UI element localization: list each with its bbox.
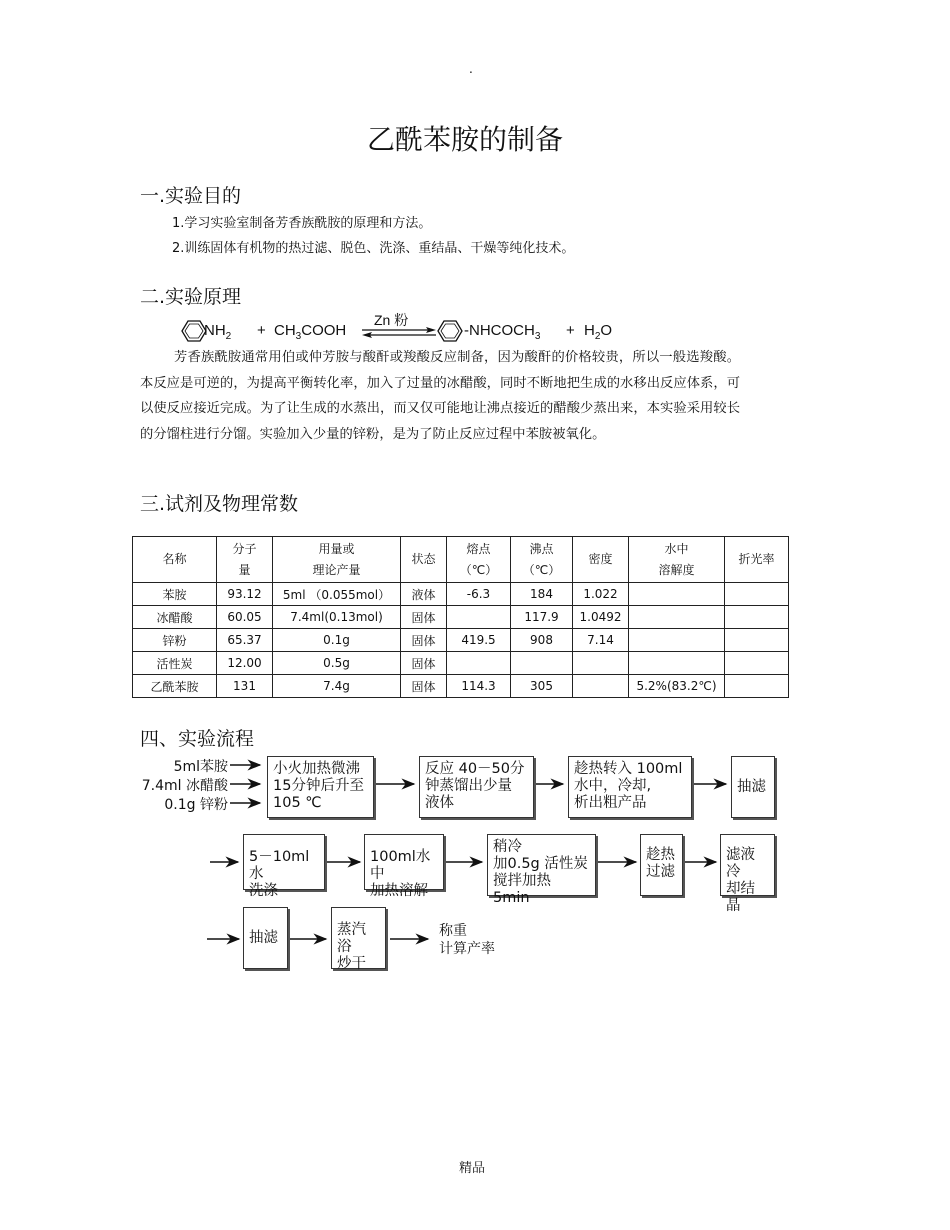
plus-sign: +: [257, 322, 266, 339]
purpose-item-1: 1.学习实验室制备芳香族酰胺的原理和方法。: [172, 216, 432, 231]
section3-heading: 三.试剂及物理常数: [140, 493, 299, 515]
table-header-cell: 熔点 （℃）: [447, 537, 511, 583]
table-cell: 12.00: [217, 652, 273, 675]
table-cell: 131: [217, 675, 273, 698]
table-cell: 0.1g: [273, 629, 401, 652]
table-header-cell: 密度: [573, 537, 629, 583]
table-cell: 乙酰苯胺: [133, 675, 217, 698]
section4-heading: 四、实验流程: [140, 728, 255, 750]
table-cell: 65.37: [217, 629, 273, 652]
table-header-cell: 分子 量: [217, 537, 273, 583]
table-header-cell: 沸点 （℃）: [511, 537, 573, 583]
footer-label: 精品: [458, 1161, 485, 1176]
table-cell: 1.0492: [573, 606, 629, 629]
table-cell: 固体: [401, 675, 447, 698]
purpose-item-2: 2.训练固体有机物的热过滤、脱色、洗涤、重结晶、干燥等纯化技术。: [172, 241, 575, 256]
table-cell: 5ml （0.055mol）: [273, 583, 401, 606]
table-cell: 7.4g: [273, 675, 401, 698]
table-cell: 117.9: [511, 606, 573, 629]
table-cell: 1.022: [573, 583, 629, 606]
plus-sign: +: [566, 322, 575, 339]
table-cell: 0.5g: [273, 652, 401, 675]
input-aniline: 5ml苯胺: [173, 759, 228, 775]
flow-step-dry: 蒸汽浴 炒干: [331, 907, 386, 969]
section2-heading: 二.实验原理: [140, 286, 242, 308]
flow-step-dissolve: 100ml水中 加热溶解: [364, 834, 444, 890]
flow-step-wash: 5－10ml水 洗涤: [243, 834, 325, 890]
table-cell: 固体: [401, 606, 447, 629]
section1-heading: 一.实验目的: [140, 185, 242, 207]
flow-step-suction-filter-2: 抽滤: [243, 907, 288, 969]
table-header-cell: 名称: [133, 537, 217, 583]
table-cell: 固体: [401, 629, 447, 652]
flow-step-suction-filter: 抽滤: [731, 756, 775, 818]
table-cell: 7.14: [573, 629, 629, 652]
reactant-aniline: $NH_2$: [204, 322, 232, 342]
flow-step-decolorize: 稍冷 加0.5g 活性炭 搅拌加热 5min: [487, 834, 596, 896]
catalyst-label: Zn 粉: [374, 312, 409, 328]
principle-paragraph: 芳香族酰胺通常用伯或仲芳胺与酸酐或羧酸反应制备，因为酸酐的价格较贵，所以一般选羧酸。本反应是可逆的，为提高平衡转化率，加入了过量的冰醋酸，同时不断地把生成的水移出反应体系，可以使反应接近完成。为了让生成的水蒸出，而又仅可能地让沸点接近的醋酸少蒸出来，本实验采用较长的分馏柱进行分馏。实验加入少量的锌粉，是为了防止反应过程中苯胺被氧化。: [140, 350, 740, 442]
table-header-cell: 用量或 理论产量: [273, 537, 401, 583]
table-cell: 固体: [401, 652, 447, 675]
table-cell: 419.5: [447, 629, 511, 652]
flow-step-hot-filter: 趁热 过滤: [640, 834, 683, 896]
table-cell: 114.3: [447, 675, 511, 698]
table-header-cell: 折光率: [725, 537, 789, 583]
flow-step-heat: 小火加热微沸 15分钟后升至 105 ℃: [267, 756, 374, 818]
header-mark: .: [469, 62, 473, 76]
product-acetanilide: $-NHCOCH_3$: [464, 322, 541, 342]
table-cell: 60.05: [217, 606, 273, 629]
table-cell: 7.4ml(0.13mol): [273, 606, 401, 629]
flow-step-reflux: 反应 40－50分 钟蒸馏出少量 液体: [419, 756, 534, 818]
table-header-cell: 状态: [401, 537, 447, 583]
table-cell: 锌粉: [133, 629, 217, 652]
table-cell: 908: [511, 629, 573, 652]
product-water: $H_2O$: [584, 322, 613, 342]
table-cell: 5.2%(83.2℃): [629, 675, 725, 698]
table-cell: 93.12: [217, 583, 273, 606]
table-cell: 305: [511, 675, 573, 698]
table-cell: 活性炭: [133, 652, 217, 675]
table-cell: 苯胺: [133, 583, 217, 606]
table-cell: 冰醋酸: [133, 606, 217, 629]
input-acetic-acid: 7.4ml 冰醋酸: [141, 778, 228, 794]
flow-step-crystallize: 滤液冷 却结晶: [720, 834, 775, 896]
table-header-cell: 水中 溶解度: [629, 537, 725, 583]
table-cell: 液体: [401, 583, 447, 606]
flow-final-step: 称重 计算产率: [439, 923, 495, 957]
table-cell: -6.3: [447, 583, 511, 606]
table-cell: 184: [511, 583, 573, 606]
flow-step-quench: 趁热转入 100ml 水中，冷却, 析出粗产品: [568, 756, 692, 818]
page-title: 乙酰苯胺的制备: [366, 123, 563, 156]
reactant-acetic-acid: $CH_3COOH$: [274, 322, 347, 342]
input-zinc: 0.1g 锌粉: [164, 797, 228, 813]
